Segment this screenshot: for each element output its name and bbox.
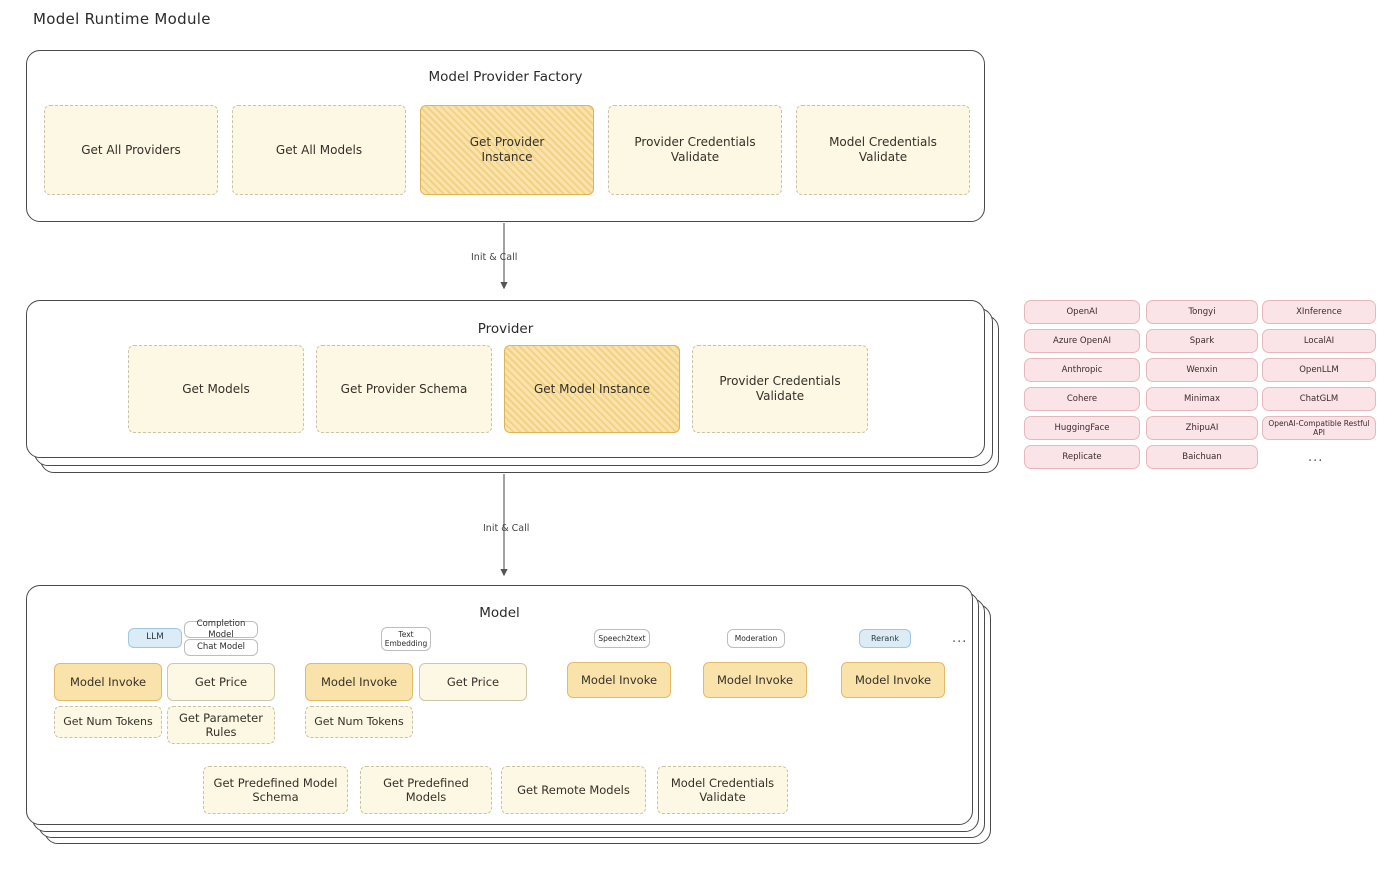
provider-pill-label: Spark xyxy=(1189,335,1215,346)
node-label: Get Num Tokens xyxy=(63,715,153,729)
model-type-tag-text-embedding[interactable] xyxy=(381,627,431,651)
model-title: Model xyxy=(479,605,520,621)
provider-pill-spark[interactable] xyxy=(1146,329,1258,353)
model-types-more: ... xyxy=(952,631,968,646)
arrow-label-factory-to-provider: Init & Call xyxy=(471,252,518,263)
model-subtag-label: Chat Model xyxy=(196,642,246,653)
model-node-get-predefined-model-schema[interactable] xyxy=(203,766,348,814)
llm-node-model-invoke[interactable] xyxy=(54,663,162,701)
provider-node-provider-credentials-validate[interactable] xyxy=(692,345,868,433)
provider-pill-azure-openai[interactable] xyxy=(1024,329,1140,353)
provider-pill-openllm[interactable] xyxy=(1262,358,1376,382)
provider-pill-label: Minimax xyxy=(1184,393,1220,404)
factory-node-model-credentials-validate[interactable] xyxy=(796,105,970,195)
model-subtag-label: Completion Model xyxy=(196,618,246,640)
provider-pill-chatglm[interactable] xyxy=(1262,387,1376,411)
model-type-tag-label: Speech2text xyxy=(598,633,646,643)
provider-pill-xinference[interactable] xyxy=(1262,300,1376,324)
model-node-model-credentials-validate[interactable] xyxy=(657,766,788,814)
factory-node-get-all-providers[interactable] xyxy=(44,105,218,195)
provider-pill-label: OpenAI xyxy=(1066,306,1098,317)
node-label: Model Invoke xyxy=(854,672,932,687)
provider-node-label: Get Models xyxy=(182,381,250,396)
provider-pill-label: OpenLLM xyxy=(1299,364,1339,375)
model-type-tag-label: Rerank xyxy=(870,633,899,643)
model-node-get-predefined-models[interactable] xyxy=(360,766,492,814)
provider-pill-cohere[interactable] xyxy=(1024,387,1140,411)
llm-node-get-parameter-rules[interactable] xyxy=(167,706,275,744)
provider-node-label: Provider Credentials Validate xyxy=(719,374,841,403)
node-label: Model Invoke xyxy=(580,672,658,687)
provider-node-get-provider-schema[interactable] xyxy=(316,345,492,433)
provider-pill-label: Cohere xyxy=(1066,393,1098,404)
factory-node-get-provider-instance[interactable] xyxy=(420,105,594,195)
model-type-tag-label: LLM xyxy=(146,632,164,643)
factory-node-label: Get All Providers xyxy=(81,142,181,157)
provider-pill-label: Baichuan xyxy=(1182,451,1222,462)
provider-node-get-models[interactable] xyxy=(128,345,304,433)
provider-pill-label: ZhipuAI xyxy=(1185,422,1219,433)
provider-pill-openai[interactable] xyxy=(1024,300,1140,324)
provider-pill-label: HuggingFace xyxy=(1054,422,1110,433)
page-title: Model Runtime Module xyxy=(33,10,211,28)
model-subtag-chat-model[interactable] xyxy=(184,639,258,656)
model-provider-factory-title: Model Provider Factory xyxy=(428,69,583,85)
model-type-tag-moderation[interactable] xyxy=(727,629,785,648)
model-type-tag-label: Text Embedding xyxy=(384,629,428,648)
speech2text-node-model-invoke[interactable] xyxy=(567,662,671,698)
model-node-get-remote-models[interactable] xyxy=(501,766,646,814)
provider-pill-label: LocalAI xyxy=(1303,335,1335,346)
provider-pill-label: Anthropic xyxy=(1061,364,1103,375)
node-label: Model Invoke xyxy=(69,674,147,689)
provider-pill-wenxin[interactable] xyxy=(1146,358,1258,382)
provider-pill-localai[interactable] xyxy=(1262,329,1376,353)
node-label: Get Predefined Models xyxy=(383,775,469,804)
provider-pill-openai-compatible-restful-api[interactable] xyxy=(1262,416,1376,440)
text-embedding-node-get-price[interactable] xyxy=(419,663,527,701)
node-label: Get Parameter Rules xyxy=(179,710,263,739)
model-subtag-completion-model[interactable] xyxy=(184,618,258,640)
provider-pill-tongyi[interactable] xyxy=(1146,300,1258,324)
provider-pill-label: OpenAI-Compatible Restful API xyxy=(1268,418,1370,437)
provider-title: Provider xyxy=(477,321,534,337)
provider-node-label: Get Provider Schema xyxy=(340,381,468,396)
node-label: Get Remote Models xyxy=(517,782,630,797)
text-embedding-node-get-num-tokens[interactable] xyxy=(305,706,413,738)
llm-node-get-price[interactable] xyxy=(167,663,275,701)
factory-node-get-all-models[interactable] xyxy=(232,105,406,195)
provider-pill-label: Azure OpenAI xyxy=(1053,335,1111,346)
provider-pill-minimax[interactable] xyxy=(1146,387,1258,411)
provider-pill-huggingface[interactable] xyxy=(1024,416,1140,440)
provider-pill-label: XInference xyxy=(1296,306,1342,317)
node-label: Get Predefined Model Schema xyxy=(213,775,338,804)
factory-node-label: Provider Credentials Validate xyxy=(634,135,756,164)
arrow-label-provider-to-model: Init & Call xyxy=(483,523,530,534)
node-label: Get Num Tokens xyxy=(314,715,404,729)
provider-pill-anthropic[interactable] xyxy=(1024,358,1140,382)
factory-node-label: Get Provider Instance xyxy=(469,135,545,164)
provider-pill-label: Tongyi xyxy=(1188,306,1216,317)
node-label: Model Invoke xyxy=(716,672,794,687)
node-label: Get Price xyxy=(446,674,500,689)
provider-pill-label: Wenxin xyxy=(1186,364,1218,375)
factory-node-label: Get All Models xyxy=(275,142,363,157)
provider-pill-zhipuai[interactable] xyxy=(1146,416,1258,440)
text-embedding-node-model-invoke[interactable] xyxy=(305,663,413,701)
factory-node-label: Model Credentials Validate xyxy=(829,135,937,164)
rerank-node-model-invoke[interactable] xyxy=(841,662,945,698)
provider-pill-label: Replicate xyxy=(1062,451,1102,462)
node-label: Model Invoke xyxy=(320,674,398,689)
provider-node-get-model-instance[interactable] xyxy=(504,345,680,433)
provider-list-more: ... xyxy=(1308,450,1324,465)
factory-node-provider-credentials-validate[interactable] xyxy=(608,105,782,195)
provider-node-label: Get Model Instance xyxy=(533,381,651,396)
provider-pill-label: ChatGLM xyxy=(1299,393,1339,404)
model-type-tag-speech2text[interactable] xyxy=(594,629,650,648)
model-type-tag-llm[interactable] xyxy=(128,628,182,648)
llm-node-get-num-tokens[interactable] xyxy=(54,706,162,738)
node-label: Get Price xyxy=(194,674,248,689)
moderation-node-model-invoke[interactable] xyxy=(703,662,807,698)
provider-pill-replicate[interactable] xyxy=(1024,445,1140,469)
node-label: Model Credentials Validate xyxy=(670,775,775,804)
model-type-tag-label: Moderation xyxy=(734,633,778,643)
model-type-tag-rerank[interactable] xyxy=(859,629,911,648)
model-group xyxy=(26,585,973,825)
provider-pill-baichuan[interactable] xyxy=(1146,445,1258,469)
